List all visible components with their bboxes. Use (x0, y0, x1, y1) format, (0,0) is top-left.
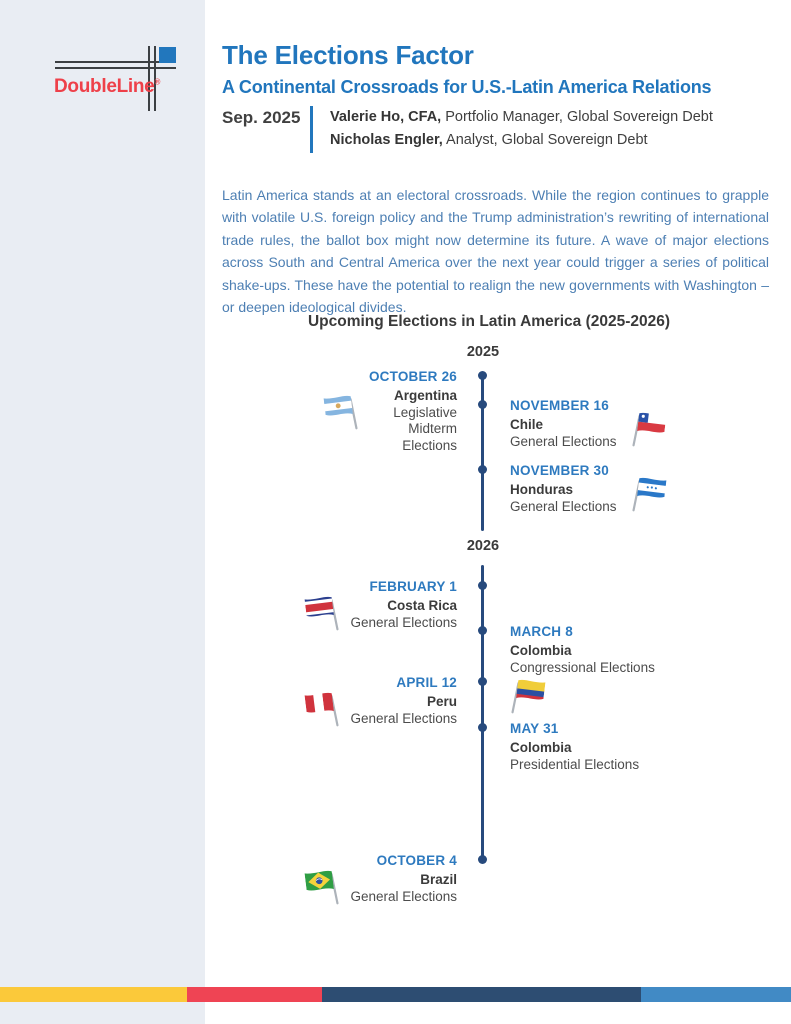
flag-icon-brazil (302, 865, 342, 907)
entry-date: NOVEMBER 16 (510, 398, 609, 413)
timeline-entry (350, 578, 457, 631)
intro-paragraph: Latin America stands at an electoral crossroads. While the region continues to grapple with volatile U.S. foreign policy and the Trump administration’s rewriting of international trade rules, the ballot box might now determine its future. A wave of major elections across South and Central America over the next year could trigger a series of political shake-ups. These have the potential to realign the new governments with Washington – or deepen ideological divides. (222, 187, 769, 315)
page-title: The Elections Factor (222, 40, 474, 70)
flag-chile (629, 407, 669, 449)
timeline-entry (350, 852, 457, 905)
entry-description: Congressional Elections (510, 659, 655, 675)
publication-date: Sep. 2025 (222, 108, 301, 127)
entry-date: NOVEMBER 30 (510, 463, 609, 478)
timeline-dot (478, 400, 487, 409)
entry-date: MARCH 8 (510, 624, 573, 639)
entry-date: OCTOBER 4 (376, 853, 457, 868)
logo-wordmark: DoubleLine® (54, 76, 161, 97)
timeline-dot (478, 723, 487, 732)
timeline-entry (510, 397, 617, 450)
footer-bar-segment (0, 987, 187, 1002)
flag-icon-argentina (321, 390, 361, 432)
doubleline-logo (0, 0, 205, 130)
entry-date: OCTOBER 26 (368, 369, 457, 384)
entry-date: APRIL 12 (396, 675, 457, 690)
flag-icon-costa-rica (302, 591, 342, 633)
entry-country: Brazil (420, 872, 457, 887)
timeline-entry (510, 720, 639, 773)
timeline-dot (478, 581, 487, 590)
left-margin-band (0, 0, 205, 1024)
entry-country: Peru (426, 694, 457, 709)
timeline-axis (481, 565, 484, 861)
logo-line (55, 67, 176, 69)
logo-blue-square (159, 47, 176, 63)
timeline-dot (478, 371, 487, 380)
entry-country: Honduras (510, 482, 574, 497)
timeline-year-label: 2026 (466, 538, 500, 554)
entry-description: Elections (402, 437, 457, 453)
footer-bar-segment (641, 987, 791, 1002)
timeline-year-label: 2025 (466, 344, 500, 360)
timeline-entry (369, 368, 457, 454)
flag-icon-chile (629, 407, 669, 449)
byline-authors (330, 106, 713, 152)
entry-date: MAY 31 (510, 721, 559, 736)
flag-icon-colombia (508, 674, 548, 716)
flag-brazil (302, 865, 342, 907)
entry-country: Argentina (393, 388, 457, 403)
logo-line (55, 61, 176, 63)
entry-country: Colombia (510, 740, 572, 755)
timeline-dot (478, 626, 487, 635)
byline-divider (310, 106, 313, 153)
flag-icon-peru (302, 687, 342, 729)
entry-country: Costa Rica (387, 598, 457, 613)
entry-date: FEBRUARY 1 (369, 579, 457, 594)
entry-country: Colombia (510, 643, 572, 658)
flag-argentina (321, 390, 361, 432)
entry-description: Midterm (408, 421, 457, 436)
timeline-entry (350, 674, 457, 727)
timeline-dot (478, 855, 487, 864)
entry-description: General Elections (350, 888, 457, 904)
entry-description: General Elections (350, 710, 457, 726)
flag-honduras (629, 472, 669, 514)
chart-title: Upcoming Elections in Latin America (2025-2026) (307, 313, 671, 330)
entry-country: Chile (510, 417, 544, 432)
flag-costa-rica (302, 591, 342, 633)
author-line: Valerie Ho, CFA, Portfolio Manager, Global Sovereign Debt (330, 109, 713, 125)
flag-colombia (508, 674, 548, 716)
timeline-entry (510, 623, 655, 676)
footer-bar-segment (187, 987, 322, 1002)
entry-description: Presidential Elections (510, 756, 640, 772)
page-subtitle: A Continental Crossroads for U.S.-Latin America Relations (222, 77, 712, 97)
timeline-dot (478, 465, 487, 474)
footer-bar-segment (322, 987, 641, 1002)
timeline-entry (510, 462, 617, 515)
entry-description: Legislative (393, 404, 457, 420)
registered-mark-icon: ® (154, 77, 161, 87)
flag-icon-honduras (629, 472, 669, 514)
author-line: Nicholas Engler, Analyst, Global Sovereign Debt (330, 132, 648, 148)
flag-peru (302, 687, 342, 729)
timeline-dot (478, 677, 487, 686)
entry-description: General Elections (510, 433, 617, 449)
entry-description: General Elections (350, 614, 457, 630)
entry-description: General Elections (510, 498, 617, 514)
timeline-axis (481, 375, 484, 531)
footer-color-bar (0, 987, 791, 1002)
